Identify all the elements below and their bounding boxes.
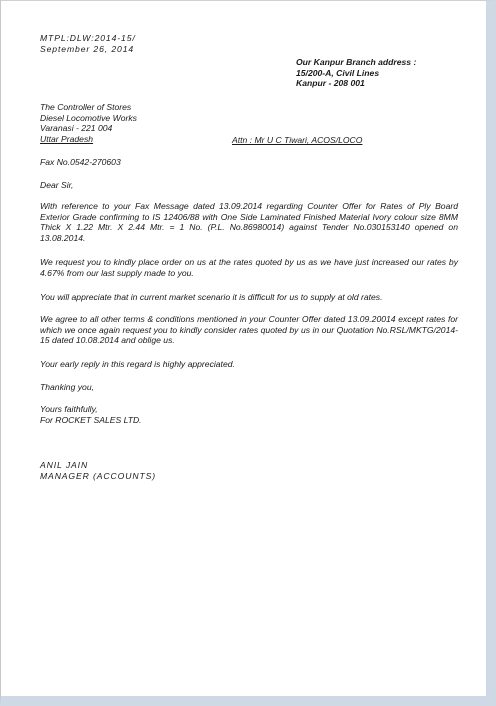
signatory-block [40,460,156,481]
closing-line-2: For ROCKET SALES LTD. [40,414,142,425]
letter-date: September 26, 2014 [40,43,135,54]
reference-number: MTPL:DLW:2014-15/ [40,33,136,43]
thanks-line: Thanking you, [40,382,94,392]
recipient-line-3: Varanasi - 221 004 [40,123,113,134]
body-paragraph-4: We agree to all other terms & conditions mentioned in your Counter Offer dated 13.09.20014 except rates for which we once again request you to kindly consider rates quoted by us in our Quotation No.RSL/MKTG/2014-15 dated 10.08.2014 and oblige us. [40,314,458,346]
recipient-line-2: Diesel Locomotive Works [40,112,137,123]
branch-address-line-2: 15/200-A, Civil Lines [296,67,380,78]
closing-block [40,404,142,425]
branch-address [296,57,416,89]
fax-number: Fax No.0542-270603 [40,157,121,167]
branch-address-line-1: Our Kanpur Branch address : [296,57,417,67]
recipient-address [40,102,137,144]
recipient-line-4: Uttar Pradesh [40,133,94,144]
body-paragraph-3: You will appreciate that in current market scenario it is difficult for us to supply at old rates. [40,292,383,302]
signatory-name: ANIL JAIN [40,460,89,470]
body-paragraph-5: Your early reply in this regard is highly appreciated. [40,359,235,369]
attention-line: Attn : Mr U C Tiwari, ACOS/LOCO [232,135,363,145]
body-paragraph-1: With reference to your Fax Message dated 13.09.2014 regarding Counter Offer for Rates of Ply Board Exterior Grade confirming to IS 12406/88 with One Side Laminated Finished Material Ivory colour size 8MM Thick X 1.22 Mtr. X 2.44 Mtr. = 1 No. (P.L. No.86980014) against Tender No.030153140 opened on 13.08.2014. [40,201,458,243]
closing-line-1: Yours faithfully, [40,404,98,414]
branch-address-line-3: Kanpur - 208 001 [296,78,365,89]
body-paragraph-2: We request you to kindly place order on us at the rates quoted by us as we have just increased our rates by 4.67% from our last supply made to you. [40,257,458,278]
reference-block [40,33,136,54]
salutation: Dear Sir, [40,180,74,190]
signatory-title: MANAGER (ACCOUNTS) [40,470,156,481]
recipient-line-1: The Controller of Stores [40,102,132,112]
